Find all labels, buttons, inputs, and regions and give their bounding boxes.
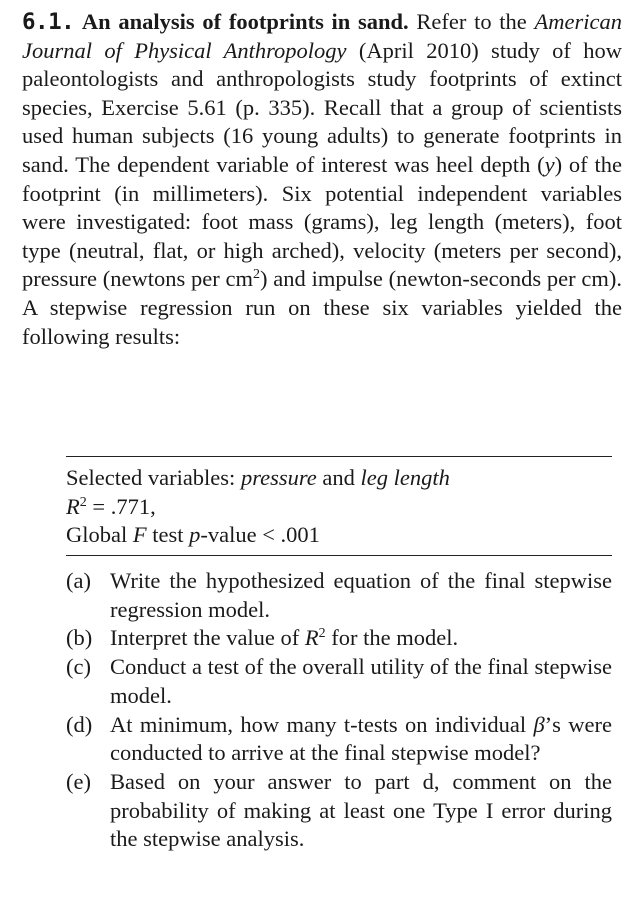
global-f-test-line xyxy=(66,521,612,550)
selected-prefix: Selected variables: xyxy=(66,465,241,490)
superscript-2: 2 xyxy=(253,267,261,283)
global-mid: test xyxy=(146,522,190,547)
global-suffix: -value < .001 xyxy=(200,522,320,547)
question-label: (d) xyxy=(66,711,93,737)
question-c xyxy=(66,653,612,710)
question-b-text-1: Interpret the value of xyxy=(110,625,305,651)
r-squared-line xyxy=(66,493,612,522)
exercise-6-1 xyxy=(22,8,622,351)
question-text xyxy=(110,712,612,766)
question-d-beta: β xyxy=(533,711,545,737)
question-list xyxy=(66,567,612,854)
r-squared-value: = .771, xyxy=(86,493,156,519)
selected-var-pressure: pressure xyxy=(240,465,317,490)
global-p: p xyxy=(189,522,201,547)
selected-and: and xyxy=(316,465,361,490)
question-text: Conduct a test of the overall utility of the final stepwise model. xyxy=(110,654,612,708)
question-b-r: R xyxy=(304,625,319,651)
r-squared-sup: 2 xyxy=(79,494,87,510)
selected-var-leg-length: leg length xyxy=(360,465,450,490)
selected-variables-line xyxy=(66,464,612,493)
question-label: (b) xyxy=(66,625,93,651)
global-prefix: Global xyxy=(66,522,133,547)
question-b xyxy=(66,624,612,653)
question-label: (e) xyxy=(66,768,91,794)
journal-name: American Journal of Physical Anthropology xyxy=(22,9,622,63)
question-text: Based on your answer to part d, comment on the probability of making at least one Type I error during the stepwise analysis. xyxy=(110,768,612,852)
r-squared-label: R xyxy=(66,493,80,519)
exercise-intro-4: ) and impulse (newton-seconds per cm). A stepwise regression run on these six variables yielded the following results: xyxy=(22,266,622,349)
question-e xyxy=(66,768,612,854)
question-b-text-2: for the model. xyxy=(325,625,459,651)
question-text xyxy=(110,625,458,650)
stepwise-results-box xyxy=(66,456,612,556)
exercise-number: 6.1. xyxy=(22,9,75,35)
exercise-intro-2: (April 2010) study of how paleontologists and anthropologists study footprints of extinct species, Exercise 5.61 (p. 335). Recall that a group of scientists used human subjects (16 young adults) to generate footprints in sand. The dependent variable of interest was heel depth ( xyxy=(22,37,623,177)
global-f: F xyxy=(132,522,147,547)
variable-y: y xyxy=(544,151,555,177)
question-label: (c) xyxy=(66,654,91,680)
question-a xyxy=(66,567,612,624)
exercise-intro-1: Refer to the xyxy=(416,9,535,34)
question-b-sup: 2 xyxy=(318,626,326,642)
question-text: Write the hypothesized equation of the final stepwise regression model. xyxy=(110,568,612,622)
exercise-title: An analysis of footprints in sand. xyxy=(81,9,409,34)
question-label: (a) xyxy=(66,568,91,593)
question-d-text-2: ’s were conducted to arrive at the final stepwise model? xyxy=(110,711,613,766)
question-d-text-1: At minimum, how many t-tests on individual xyxy=(110,711,534,737)
question-d xyxy=(66,711,612,768)
exercise-intro-3: ) of the footprint (in millimeters). Six potential independent variables were investigated: foot mass (grams), leg length (meters), foot type (neutral, flat, or high arched), velocity (meters per second), pressure (newtons per cm xyxy=(22,151,622,292)
